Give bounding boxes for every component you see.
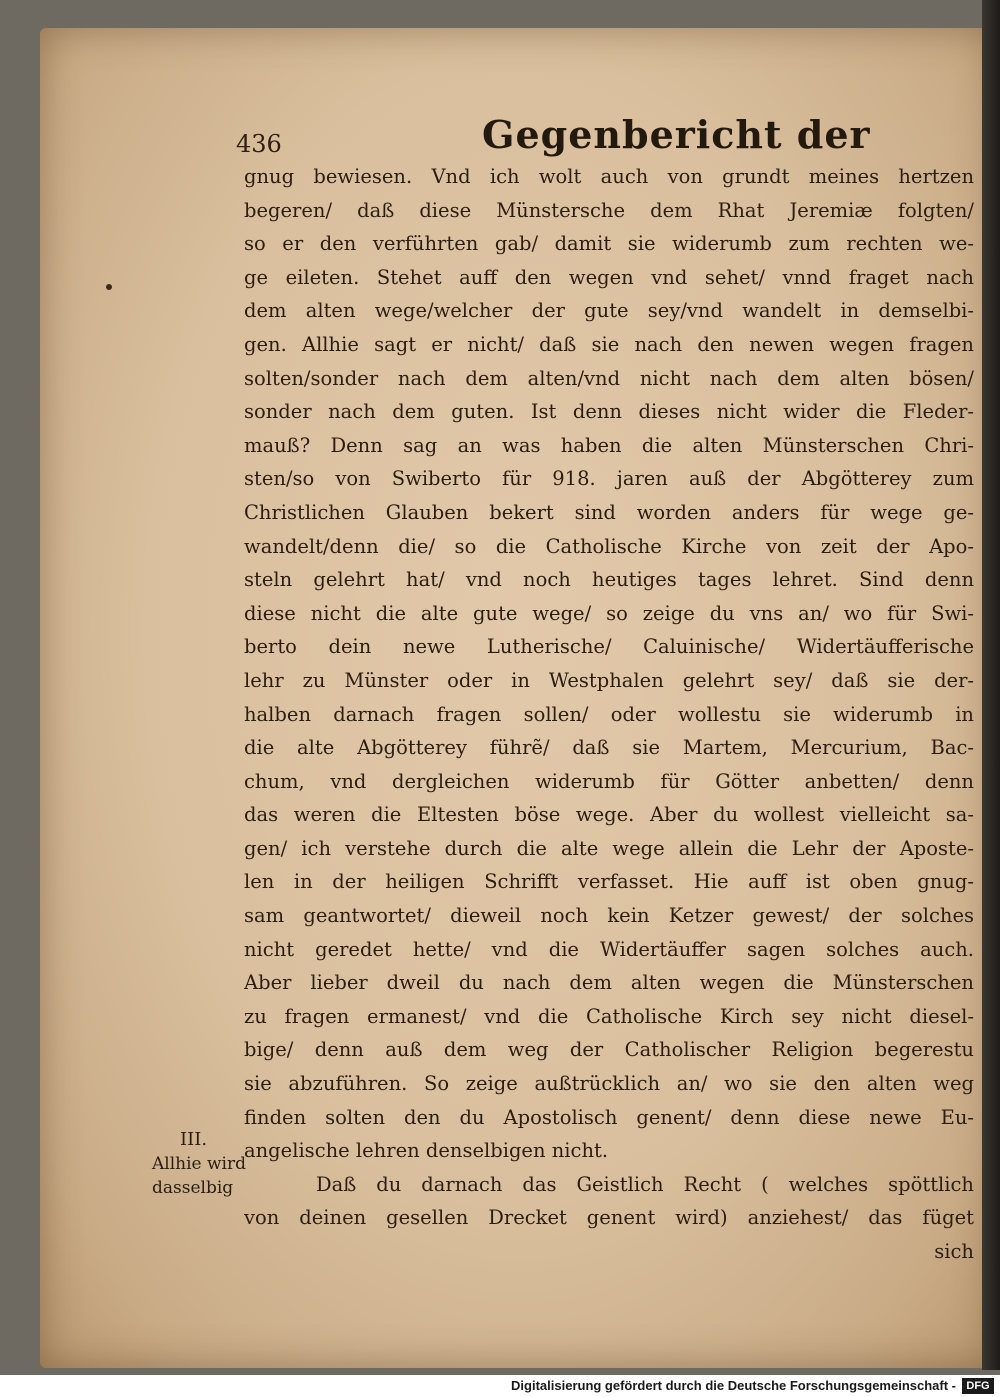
text-line: chum, vnd dergleichen widerumb für Götter anbetten/ denn: [244, 769, 974, 793]
text-line: gen/ ich verstehe durch die alte wege allein die Lehr der Aposte-: [244, 836, 974, 860]
text-line: Christlichen Glauben bekert sind worden anders für wege ge-: [244, 500, 974, 524]
text-line: halben darnach fragen sollen/ oder wollestu sie widerumb in: [244, 702, 974, 726]
text-line: sam geantwortet/ dieweil noch kein Ketzer gewest/ der solches: [244, 904, 974, 928]
text-line: steln gelehrt hat/ vnd noch heutiges tages lehret. Sind denn: [244, 568, 974, 592]
text-line: Aber lieber dweil du nach dem alten wegen die Münsterschen: [244, 971, 974, 995]
margin-note-number: III.: [180, 1129, 208, 1150]
text-line: ge eileten. Stehet auff den wegen vnd sehet/ vnnd fraget nach: [244, 265, 974, 289]
text-line: diese nicht die alte gute wege/ so zeige du vns an/ wo für Swi-: [244, 601, 974, 625]
text-line: finden solten den du Apostolisch genent/ denn diese newe Eu-: [244, 1105, 974, 1129]
text-line: gnug bewiesen. Vnd ich wolt auch von grundt meines hertzen: [244, 165, 974, 188]
text-line: von deinen gesellen Drecket genent wird) anziehest/ das füget: [244, 1206, 974, 1230]
margin-note: [152, 1128, 272, 1200]
dfg-logo: DFG: [962, 1378, 994, 1394]
running-head-title: Gegenbericht der: [482, 112, 871, 157]
text-line: Daß du darnach das Geistlich Recht ( welches spöttlich: [316, 1172, 974, 1196]
text-line: begeren/ daß diese Münstersche dem Rhat Jeremiæ folgten/: [244, 198, 974, 222]
text-line: len in der heiligen Schrifft verfasset. Hie auff ist oben gnug-: [244, 870, 974, 894]
text-line: sich: [934, 1240, 974, 1263]
text-line: berto dein newe Lutherische/ Caluinische/ Widertäufferische: [244, 635, 974, 659]
text-line: solten/sonder nach dem alten/vnd nicht nach dem alten bösen/: [244, 366, 974, 390]
ink-spot: [106, 284, 112, 290]
text-line: sonder nach dem guten. Ist denn dieses nicht wider die Fleder-: [244, 400, 974, 424]
footer-credit: Digitalisierung gefördert durch die Deutsche Forschungsgemeinschaft -: [511, 1378, 956, 1393]
text-line: so er den verführten gab/ damit sie widerumb zum rechten we-: [244, 232, 974, 256]
text-line: lehr zu Münster oder in Westphalen gelehrt sey/ daß sie der-: [244, 668, 974, 692]
footer-bar: [0, 1375, 1000, 1397]
margin-note-line: Allhie wird: [152, 1154, 246, 1174]
text-line: angelische lehren denselbigen nicht.: [244, 1139, 609, 1163]
text-line: mauß? Denn sag an was haben die alten Münsterschen Chri-: [244, 433, 974, 457]
text-line: die alte Abgötterey führẽ/ daß sie Martem, Mercurium, Bac-: [244, 736, 974, 760]
running-head: [236, 112, 976, 162]
text-line: bige/ denn auß dem weg der Catholischer Religion begerestu: [244, 1038, 974, 1062]
text-line: nicht geredet hette/ vnd die Widertäuffer sagen solches auch.: [244, 937, 974, 961]
page-number: 436: [236, 130, 282, 158]
body-text: [244, 160, 974, 1269]
text-line: wandelt/denn die/ so die Catholische Kirche von zeit der Apo-: [244, 534, 974, 558]
text-line: zu fragen ermanest/ vnd die Catholische Kirch sey nicht diesel-: [244, 1004, 974, 1028]
text-line: das weren die Eltesten böse wege. Aber du wollest vielleicht sa-: [244, 803, 974, 827]
text-line: sie abzuführen. So zeige außtrücklich an/ wo sie den alten weg: [244, 1072, 974, 1096]
text-line: dem alten wege/welcher der gute sey/vnd wandelt in demselbi-: [244, 299, 974, 323]
text-line: gen. Allhie sagt er nicht/ daß sie nach den newen wegen fragen: [244, 332, 974, 356]
scan-edge-shadow: [982, 0, 1000, 1370]
margin-note-line: dasselbig: [152, 1178, 234, 1198]
text-line: sten/so von Swiberto für 918. jaren auß der Abgötterey zum: [244, 467, 974, 491]
